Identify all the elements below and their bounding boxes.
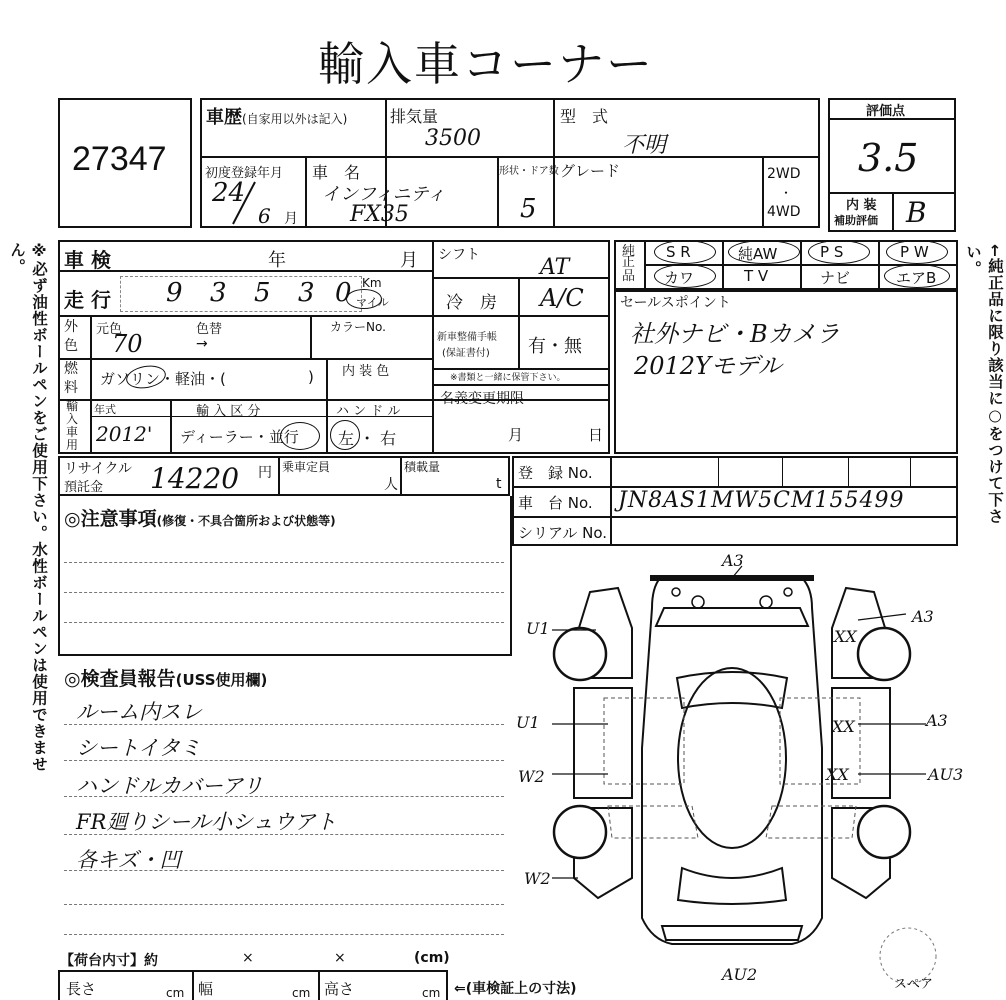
side-note-left: ※必ず油性ボールペンをご使用下さい。水性ボールペンは使用できません。 [8, 242, 48, 773]
diagram-mark: XX [834, 627, 857, 646]
reg-no-label: 登 録 No. [518, 464, 593, 482]
inspector-line: シートイタミ [76, 736, 201, 760]
score-label: 評価点 [866, 104, 906, 119]
width-cm: cm [292, 986, 311, 1000]
chassis-no-value: JN8AS1MW5CM155499 [618, 488, 905, 513]
handle-value: 左 ・ 右 [338, 429, 397, 448]
sales-point-label: セールスポイント [620, 295, 731, 311]
history-note: (自家用以外は記入) [242, 112, 348, 126]
height-label: 高さ [324, 980, 355, 998]
import-label: 輸入車用 [66, 399, 79, 452]
doors-label: 形状・ドア数 [499, 166, 559, 177]
length-label: 長さ [66, 980, 97, 998]
ac-value: A/C [540, 284, 584, 312]
mileage-unit-km: Km [362, 276, 382, 290]
car-name-label: 車 名 [312, 163, 361, 182]
name-change-month: 月 [508, 426, 524, 444]
length-cm: cm [166, 986, 185, 1000]
manual-value: 有・無 [528, 336, 582, 357]
mileage-unit-mile: マイル [356, 296, 389, 309]
diagram-mark: W2 [524, 869, 551, 888]
diagram-mark: XX [832, 717, 855, 736]
import-type-label: 輸 入 区 分 [196, 404, 261, 419]
doors-value: 5 [520, 194, 537, 224]
inspection-year-unit: 年 [268, 250, 286, 271]
interior-color-label: 内 装 色 [342, 364, 390, 379]
score-value: 3.5 [858, 136, 919, 180]
diagram-mark: U1 [526, 619, 550, 638]
diagram-mark: AU2 [722, 965, 758, 984]
outer-color-label: 外色 [64, 319, 78, 354]
original-color-value: 70 [112, 330, 143, 358]
equip-sr: S R [666, 243, 691, 261]
registration-month: 6 [258, 204, 271, 228]
car-damage-diagram [512, 548, 964, 992]
equipment-label-bottom: 正品 [622, 255, 636, 284]
inspector-line: 各キズ・凹 [76, 848, 181, 872]
equipment-label-top: 純 [622, 244, 636, 259]
fuel-close: ) [308, 368, 314, 386]
serial-no-label: シリアル No. [518, 524, 608, 542]
diagram-mark: A3 [912, 607, 934, 626]
inspection-month-unit: 月 [400, 250, 418, 271]
sales-point-line1: 社外ナビ・Bカメラ [630, 320, 840, 348]
capacity-label: 乗車定員 [282, 460, 331, 474]
inspector-line: ルーム内スレ [76, 700, 202, 724]
original-color-label: 元色 [96, 322, 123, 337]
import-year-value: 2012' [96, 422, 153, 446]
car-name-line1: インフィニティ [322, 184, 446, 205]
mileage-digit: 5 [254, 278, 271, 308]
inspector-title: ◎検査員報告 [64, 668, 176, 690]
interior-sub: 補助評価 [834, 214, 878, 227]
inspector-line: ハンドルカバーアリ [76, 774, 264, 798]
recycle-label1: リサイクル [64, 461, 133, 477]
load-label: 積載量 [404, 460, 441, 474]
fuel-options: ガソリン・軽油・( [100, 370, 226, 388]
color-code-label: カラーNo. [330, 320, 386, 334]
manual-label1: 新車整備手帳 [437, 332, 497, 343]
sales-point-line2: 2012Yモデル [634, 352, 782, 380]
page-title: 輸入車コーナー [318, 37, 654, 91]
height-cm: cm [422, 986, 441, 1000]
inspector-line: FR廻りシール小シュウアト [76, 810, 337, 834]
registration-year: 24 [212, 178, 246, 208]
mileage-digit: 3 [210, 278, 227, 308]
manual-note: ※書類と一緒に保管下さい。 [450, 373, 566, 383]
cargo-unit: (cm) [414, 950, 450, 966]
displacement-label: 排気量 [390, 107, 439, 126]
cargo-note: ⇐(車検証上の寸法) [454, 981, 577, 997]
equip-tv: T V [744, 267, 769, 285]
diagram-mark: W2 [518, 767, 545, 786]
ac-label: 冷 房 [446, 293, 497, 313]
side-note-right: ←純正品に限り該当に○をつけて下さい。 [964, 244, 1004, 525]
capacity-unit: 人 [384, 477, 398, 493]
drive-2wd: 2WD [767, 166, 801, 182]
spare-label: スペア [894, 977, 934, 992]
name-change-label: 名義変更期限 [440, 391, 524, 407]
model-label: 型 式 [560, 107, 609, 126]
handle-label: ハ ン ド ル [336, 404, 401, 419]
mileage-digit: 9 [166, 278, 183, 308]
load-unit: t [496, 476, 502, 492]
recycle-unit: 円 [258, 465, 272, 481]
chassis-no-label: 車 台 No. [518, 494, 593, 512]
cargo-label: 【荷台内寸】約 [60, 953, 158, 969]
mileage-digit: 0 [335, 278, 352, 308]
inspector-sub: (USS使用欄) [175, 671, 268, 689]
lot-number: 27347 [72, 140, 167, 178]
interior-value: B [906, 196, 927, 229]
name-change-day: 日 [588, 426, 604, 444]
diagram-mark: AU3 [928, 765, 964, 784]
recycle-value: 14220 [150, 462, 240, 495]
caution-title: ◎注意事項 [64, 508, 157, 530]
drive-4wd: 4WD [767, 204, 801, 220]
drive-dot: ・ [780, 186, 793, 200]
displacement-value: 3500 [425, 126, 481, 151]
recycle-label2: 預託金 [64, 480, 104, 495]
car-name-line2: FX35 [350, 202, 409, 227]
equip-airbag: エアB [896, 269, 937, 287]
shift-value: AT [540, 255, 570, 280]
equip-navi: ナビ [820, 269, 851, 287]
equip-leather: カワ [664, 269, 695, 287]
manual-label2: (保証書付) [442, 348, 490, 359]
import-type-value: ディーラー・並行 [180, 428, 299, 446]
equip-ps: P S [820, 243, 844, 261]
diagram-mark: A3 [722, 551, 744, 570]
mileage-label: 走 行 [64, 288, 111, 312]
color-arrow: → [196, 336, 208, 352]
caution-sub: (修復・不具合箇所および状態等) [156, 514, 336, 528]
interior-label: 内 装 [846, 198, 877, 213]
registration-month-unit: 月 [284, 211, 298, 227]
model-value: 不明 [622, 133, 667, 158]
equip-pw: P W [900, 243, 929, 261]
equip-aw: 純AW [738, 245, 778, 263]
import-year-label: 年式 [94, 403, 116, 416]
shift-label: シフト [438, 247, 480, 263]
mileage-digit: 3 [298, 278, 315, 308]
history-label: 車歴 [206, 107, 242, 128]
first-registration-label: 初度登録年月 [205, 166, 284, 181]
diagram-mark: XX [826, 765, 849, 784]
diagram-mark: A3 [926, 711, 948, 730]
cargo-x2: × [334, 950, 346, 966]
lot-box [58, 98, 192, 228]
grade-label: グレード [560, 162, 621, 180]
cargo-x1: × [242, 950, 254, 966]
repaint-label: 色替 [196, 322, 223, 337]
fuel-label: 燃料 [64, 361, 78, 396]
width-label: 幅 [198, 980, 214, 998]
diagram-mark: U1 [516, 713, 540, 732]
inspection-label: 車 検 [64, 248, 111, 272]
